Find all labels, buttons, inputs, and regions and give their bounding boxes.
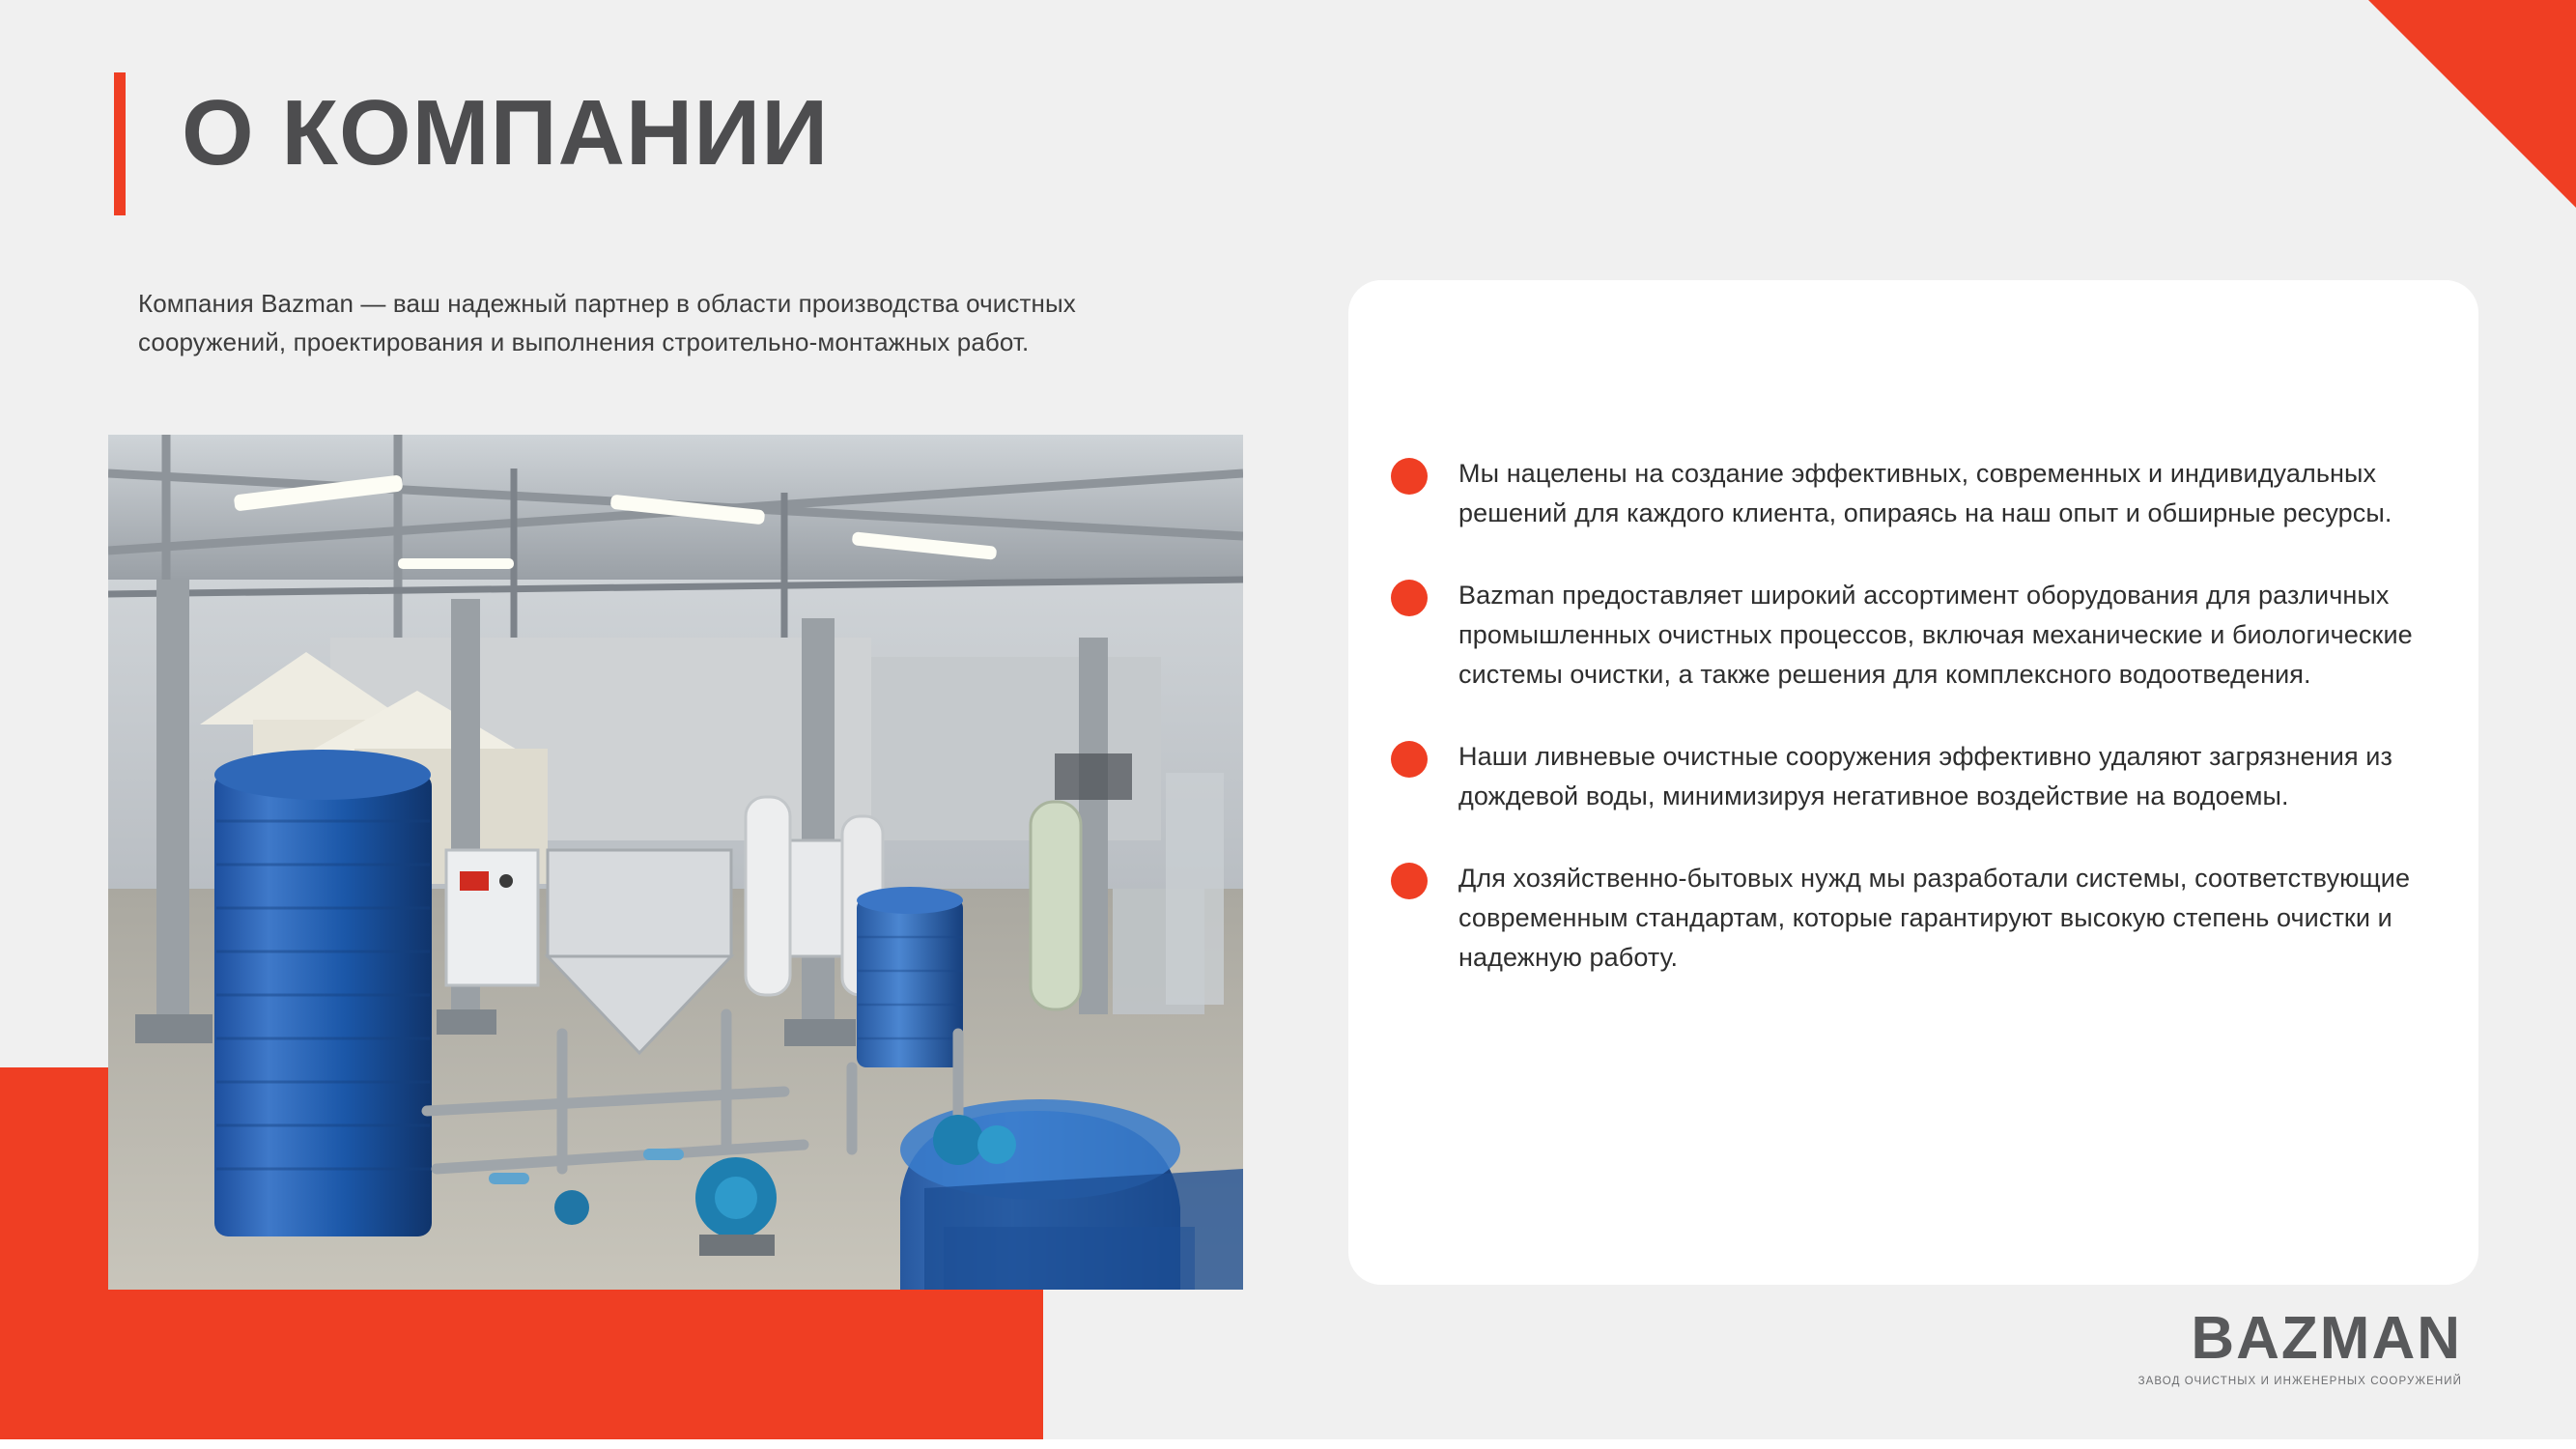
bullet-dot-icon [1391,741,1428,778]
decorative-bottom-strip [0,1439,2576,1449]
bullet-dot-icon [1391,458,1428,495]
list-item [1391,737,2453,816]
bullet-dot-icon [1391,580,1428,616]
company-logo [2137,1305,2462,1387]
list-item [1391,859,2453,978]
logo-tagline: ЗАВОД ОЧИСТНЫХ И ИНЖЕНЕРНЫХ СООРУЖЕНИЙ [2137,1376,2462,1387]
list-item-text: Мы нацелены на создание эффективных, современных и индивидуальных решений для каждого клиента, опираясь на наш опыт и обширные ресурсы. [1458,459,2392,528]
page-title: О КОМПАНИИ [182,81,830,185]
facility-photo-illustration [108,435,1243,1290]
decorative-corner-triangle [2368,0,2576,208]
bullet-dot-icon [1391,863,1428,899]
list-item-text: Для хозяйственно-бытовых нужд мы разработали системы, соответствующие современным стандартам, которые гарантируют высокую степень очистки и надежную работу. [1458,864,2411,973]
title-accent-bar [114,72,126,215]
list-item-text: Наши ливневые очистные сооружения эффективно удаляют загрязнения из дождевой воды, минимизируя негативное воздействие на водоемы. [1458,742,2392,811]
list-item [1391,454,2453,533]
highlights-list [1391,454,2453,978]
facility-photo [108,435,1243,1290]
logo-wordmark: BAZMAN [2191,1305,2462,1372]
list-item-text: Bazman предоставляет широкий ассортимент оборудования для различных промышленных очистных процессов, включая механические и биологические системы очистки, а также решения для комплексного водоотведения. [1458,581,2413,690]
list-item [1391,576,2453,695]
intro-paragraph: Компания Bazman — ваш надежный партнер в области производства очистных сооружений, проектирования и выполнения строительно-монтажных работ. [138,289,1076,356]
